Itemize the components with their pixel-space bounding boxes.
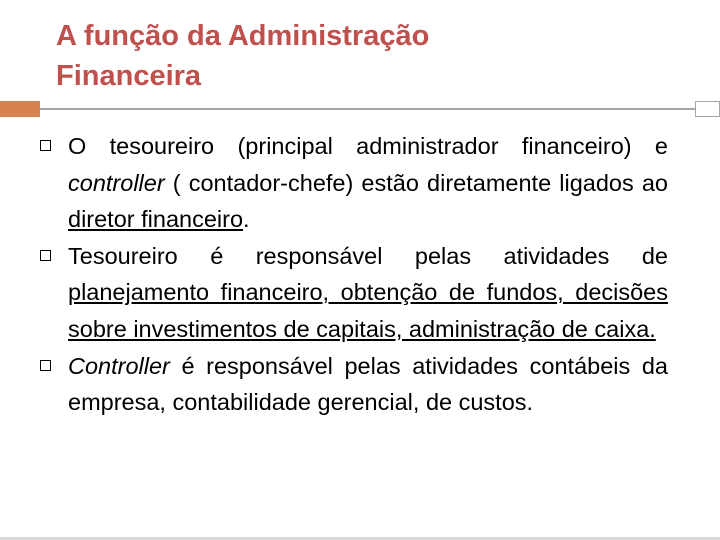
title-rule-accent <box>0 101 40 117</box>
bullet-item-controller-duties <box>40 348 668 421</box>
bullet-2-text-a: Tesoureiro é responsável pelas atividades de <box>68 242 668 269</box>
bullet-1-text-controller: controller <box>68 169 165 196</box>
bullet-item-treasurer-controller <box>40 128 668 238</box>
bullet-1-text-director: diretor financeiro <box>68 206 244 233</box>
title-rule-line <box>40 108 695 110</box>
bullet-3-text-controller: Controller <box>68 352 170 379</box>
square-bullet-icon <box>40 140 51 151</box>
bullet-item-treasurer-duties <box>40 238 668 348</box>
slide-title-line-1: A função da Administração <box>56 20 430 52</box>
title-rule-end-box <box>695 101 720 117</box>
square-bullet-icon <box>40 360 51 371</box>
bullet-1-text-a: O tesoureiro (principal administrador financeiro) e <box>68 133 668 159</box>
bullet-1-text-period: . <box>243 206 250 233</box>
slide-title-line-2: Financeira <box>56 60 202 92</box>
bullet-1-text-b: ( contador-chefe) estão diretamente ligados ao <box>164 169 668 196</box>
bullet-2-text-duties: planejamento financeiro, obtenção de fundos, decisões sobre investimentos de capitais, administração de caixa. <box>68 279 668 342</box>
bullet-list <box>40 128 668 421</box>
square-bullet-icon <box>40 250 51 261</box>
bullet-3-text-a: é responsável pelas atividades contábeis da empresa, contabilidade gerencial, de custos. <box>68 352 668 416</box>
slide-title <box>56 16 656 96</box>
